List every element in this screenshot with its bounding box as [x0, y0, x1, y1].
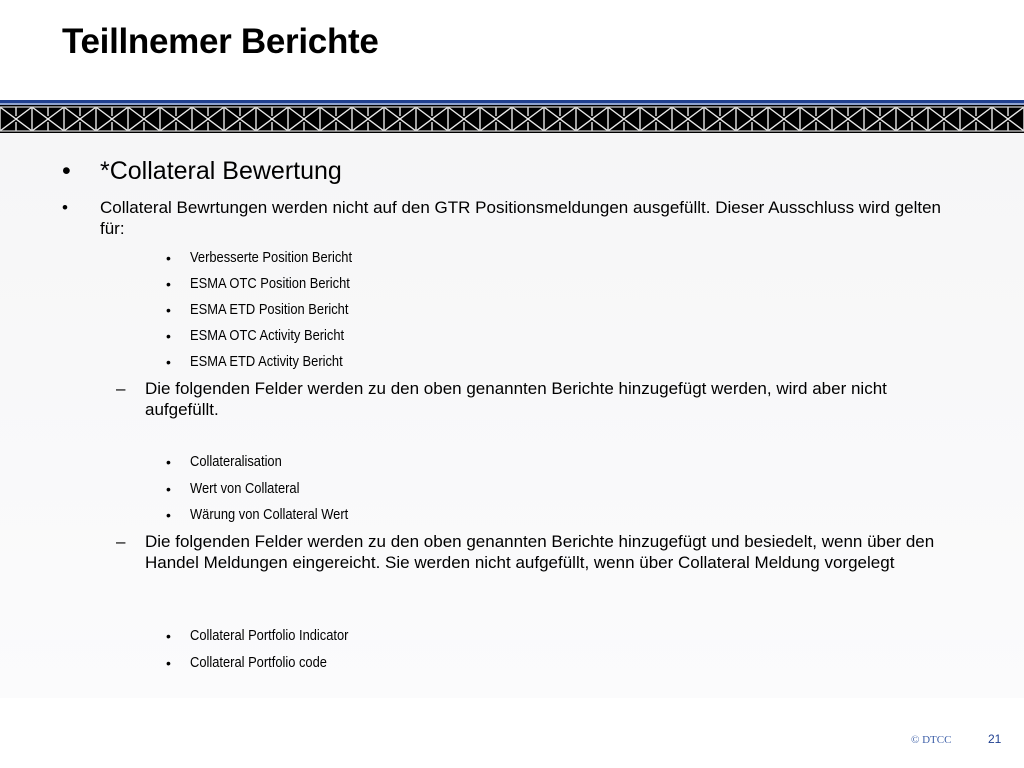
dash-marker: – — [116, 532, 126, 551]
sub-bullet-marker: • — [166, 250, 171, 266]
dash-note-2-text: Die folgenden Felder werden zu den oben genannten Berichte hinzugefügt und besiedelt, wenn über den Handel Meldungen eingereicht. Sie werden nicht aufgefüllt, wenn über Collateral Meldung vorgelegt — [145, 532, 935, 572]
sub-bullet-marker: • — [166, 354, 171, 370]
page-number: 21 — [988, 732, 1002, 746]
footer-copyright: © DTCC — [911, 734, 952, 746]
report-item-text: Verbesserte Position Bericht — [190, 249, 353, 266]
field-item-text: Wärung von Collateral Wert — [190, 506, 349, 523]
bullet-intro-text: Collateral Bewrtungen werden nicht auf den GTR Positionsmeldungen ausgefüllt. Dieser Ausschluss wird gelten für: — [100, 198, 942, 238]
field-item-text: Wert von Collateral — [190, 480, 300, 497]
dash-note-1-text: Die folgenden Felder werden zu den oben genannten Berichte hinzugefügt werden, wird aber nicht aufgefüllt. — [145, 379, 887, 419]
sub-bullet-marker: • — [166, 302, 171, 318]
report-item-text: ESMA OTC Activity Bericht — [190, 327, 345, 344]
field-item-text: Collateral Portfolio code — [190, 654, 327, 671]
sub-bullet-marker: • — [166, 276, 171, 292]
report-item-text: ESMA OTC Position Bericht — [190, 275, 350, 292]
bullet-marker: • — [62, 198, 68, 217]
sub-bullet-marker: • — [166, 454, 171, 470]
truss-pattern — [0, 105, 1024, 133]
field-item-text: Collateralisation — [190, 453, 282, 470]
field-item-text: Collateral Portfolio Indicator — [190, 627, 349, 644]
sub-bullet-marker: • — [166, 481, 171, 497]
report-item-text: ESMA ETD Position Bericht — [190, 301, 349, 318]
dash-marker: – — [116, 379, 126, 398]
bullet-marker: • — [62, 157, 71, 185]
sub-bullet-marker: • — [166, 655, 171, 671]
decorative-truss-band — [0, 105, 1024, 133]
sub-bullet-marker: • — [166, 328, 171, 344]
slide-title: Teillnemer Berichte — [62, 22, 379, 61]
bullet-heading-text: *Collateral Bewertung — [100, 157, 342, 185]
sub-bullet-marker: • — [166, 507, 171, 523]
sub-bullet-marker: • — [166, 628, 171, 644]
report-item-text: ESMA ETD Activity Bericht — [190, 353, 343, 370]
